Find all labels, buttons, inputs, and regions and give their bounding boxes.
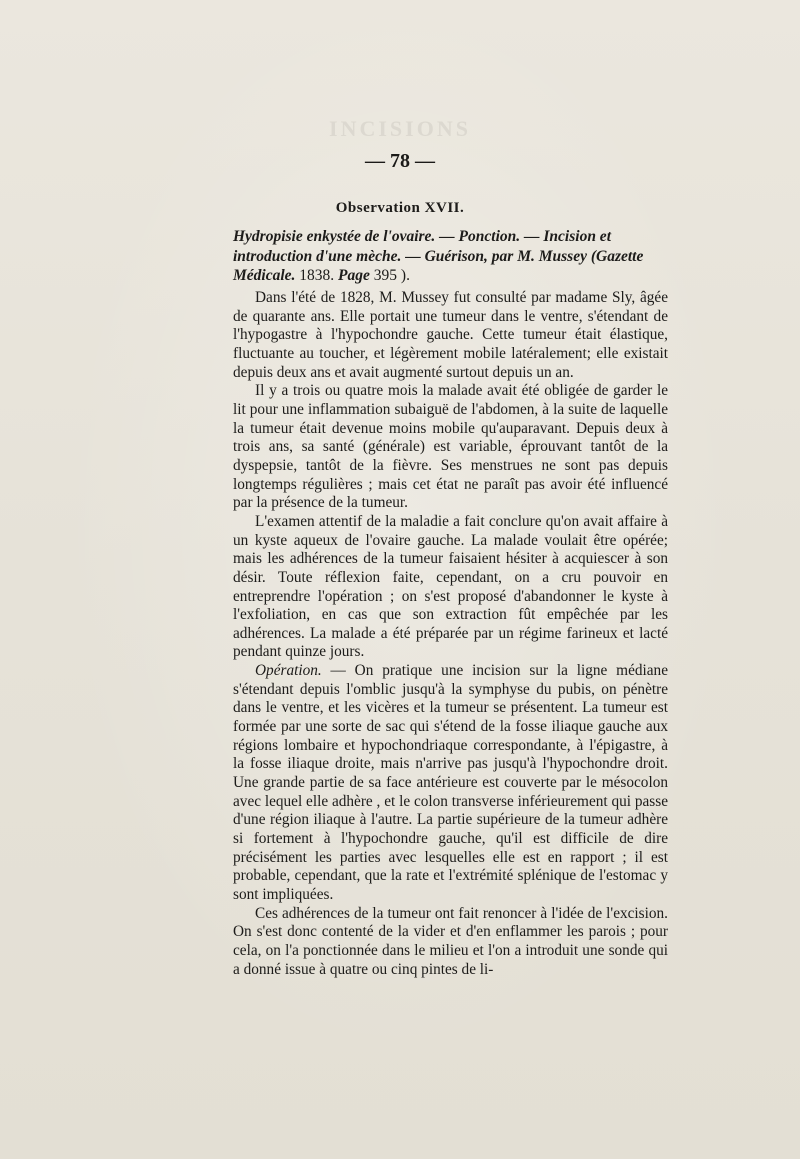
paragraph-2: Il y a trois ou quatre mois la malade avait été obligée de garder le lit pour une inflammation subaiguë de l'abdomen, à la suite de laquelle la tumeur était devenue moins mobile qu'auparavant. Depuis deux à trois ans, sa santé (générale) est variable, éprouvant tantôt de la dyspepsie, tantôt de la fièvre. Ses menstrues ne sont pas depuis longtemps régulières ; mais cet état ne paraît pas avoir été influencé par la présence de la tumeur. — [233, 382, 668, 512]
subtitle-italic: Hydropisie enkystée de l'ovaire. — Ponction. — Incision et introduction d'une mèche. — Guérison, par M. Mussey (Gazette Médicale. — [233, 228, 644, 284]
operation-text: — On pratique une incision sur la ligne médiane s'étendant depuis l'omblic jusqu'à la symphyse du pubis, on pénètre dans le ventre, et les vicères et la tumeur se présentent. La tumeur est formée par une sorte de sac qui s'étend de la fosse iliaque gauche aux régions lombaire et hypochondriaque correspondante, à l'épigastre, à la fosse iliaque droite, mais n'arrive pas jusqu'à l'hypochondre droit. Une grande partie de sa face antérieure est couverte par le mésocolon avec lequel elle adhère , et le colon transverse inférieurement qui passe d'une région iliaque à l'autre. La partie supérieure de la tumeur adhère si fortement à l'hypochondre gauche, qu'il est difficile de dire précisément les parties avec lesquelles elle est en rapport ; il est probable, cependant, que la rate et l'extrémité splénique de l'estomac y sont impliquées. — [233, 662, 668, 903]
subtitle-page-number: 395 ). — [369, 267, 410, 284]
operation-label: Opération. — [255, 662, 322, 680]
paragraph-last: Ces adhérences de la tumeur ont fait renoncer à l'idée de l'excision. On s'est donc contenté de la vider et d'en enflammer les parois ; pour cela, on l'a ponctionnée dans le milieu et l'on a introduit une sonde qui a donné issue à quatre ou cinq pintes de li- — [233, 904, 668, 978]
paragraph-1: Dans l'été de 1828, M. Mussey fut consulté par madame Sly, âgée de quarante ans. Elle portait une tumeur dans le ventre, s'étendant de l'hypogastre à l'hypochondre gauche. Cette tumeur était élastique, fluctuante au toucher, et légèrement mobile latéralement; elle existait depuis deux ans et avait augmenté surtout depuis un an. — [233, 289, 668, 381]
subtitle-year: 1838. — [295, 267, 339, 284]
bleed-through-title: INCISIONS — [329, 116, 471, 141]
observation-subtitle — [233, 227, 673, 286]
body-text — [233, 289, 668, 979]
subtitle-page-label: Page — [338, 267, 370, 284]
paragraph-3: L'examen attentif de la maladie a fait conclure qu'on avait affaire à un kyste aqueux de l'ovaire gauche. La malade voulait être opérée; mais les adhérences de la tumeur faisaient hésiter à acquiescer à son désir. Toute réflexion faite, cependant, on a cru pouvoir en entreprendre l'opération ; on s'est proposé d'abandonner le kyste à l'exfoliation, en cas que son extraction fût empêchée par les adhérences. La malade a été préparée par un régime farineux et lacté pendant quinze jours. — [233, 512, 668, 661]
page-number: — 78 — — [365, 150, 435, 172]
paragraph-operation — [233, 662, 668, 905]
observation-title: Observation XVII. — [335, 200, 465, 216]
